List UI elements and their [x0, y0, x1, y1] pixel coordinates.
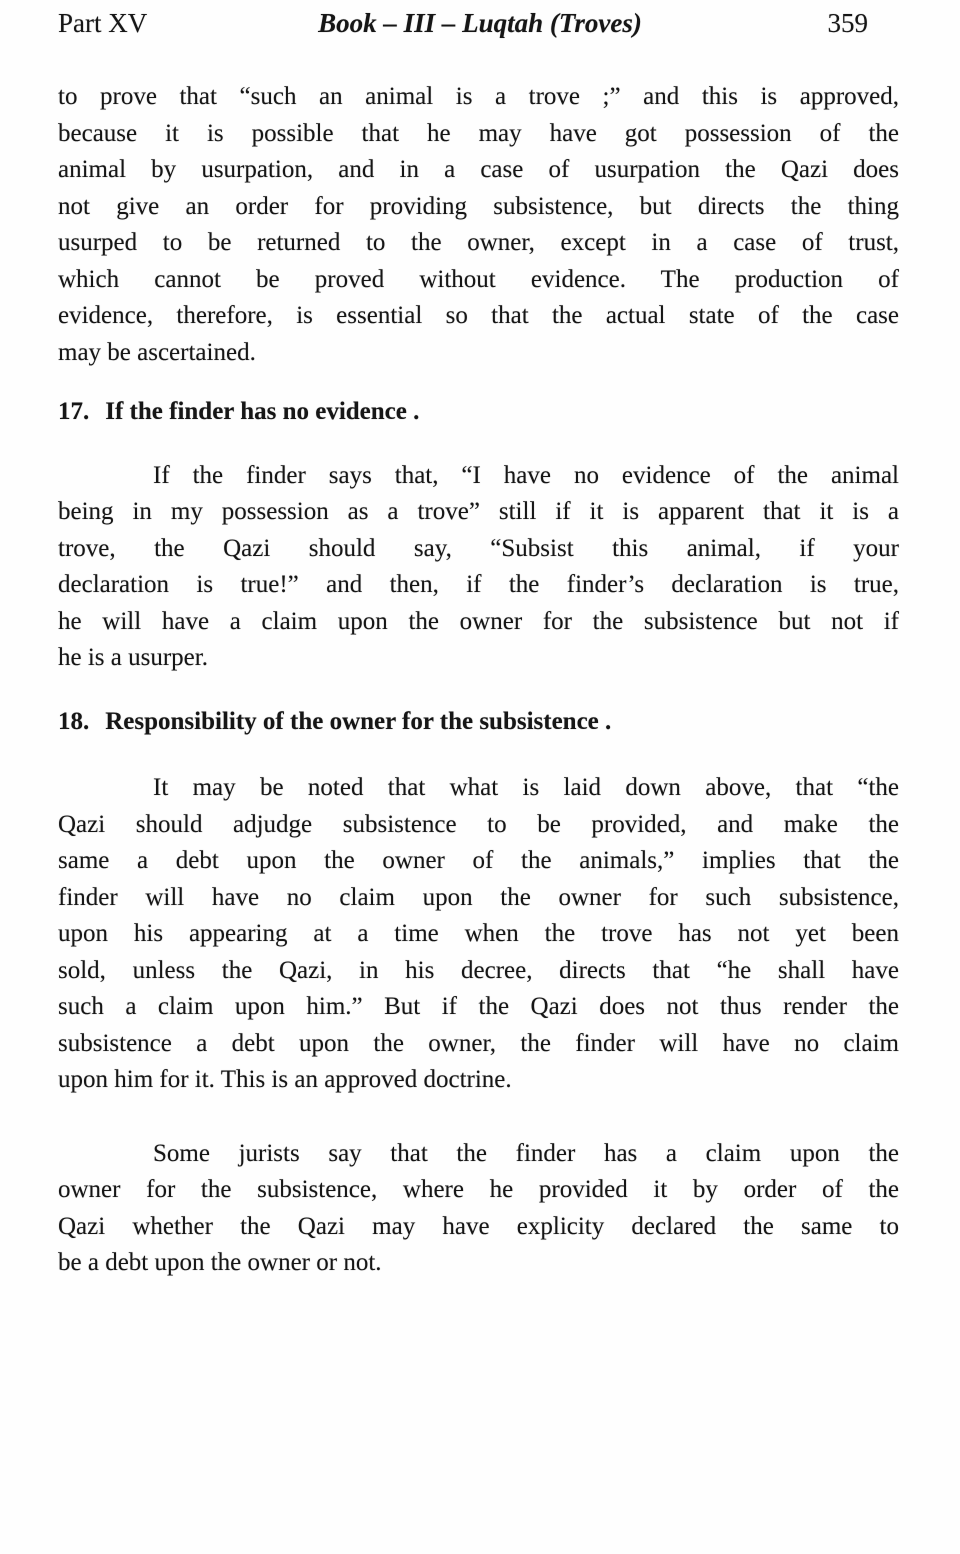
text-line: same a debt upon the owner of the animals,” implies that the [58, 847, 899, 874]
text-line: declaration is true!” and then, if the finder’s declaration is true, [58, 571, 899, 598]
section-title: If the finder has no evidence . [105, 398, 420, 425]
paragraph-section-17 [58, 458, 899, 677]
section-heading-17 [58, 394, 899, 431]
text-line: If the finder says that, “I have no evidence of the animal [153, 461, 899, 489]
page-number: 359 [827, 8, 868, 38]
text-line: evidence, therefore, is essential so that the actual state of the case [58, 302, 899, 329]
page-body [58, 79, 899, 1282]
text-line: Some jurists say that the finder has a claim upon the [153, 1139, 899, 1167]
text-line: trove, the Qazi should say, “Subsist this animal, if your [58, 534, 899, 562]
text-line: may be ascertained. [58, 338, 256, 366]
text-line: Qazi should adjudge subsistence to be provided, and make the [58, 810, 899, 838]
text-line: owner for the subsistence, where he provided it by order of the [58, 1176, 899, 1203]
text-line: he is a usurper. [58, 644, 208, 671]
text-line: subsistence a debt upon the owner, the finder will have no claim [58, 1029, 899, 1057]
text-line: upon him for it. This is an approved doctrine. [58, 1066, 512, 1093]
paragraph-continuation [58, 79, 899, 371]
text-line: because it is possible that he may have got possession of the [58, 119, 899, 147]
section-number: 17. [58, 398, 90, 425]
section-number: 18. [58, 707, 90, 735]
text-line: being in my possession as a trove” still if it is apparent that it is a [58, 498, 899, 525]
section-heading-18 [58, 704, 899, 741]
text-line: animal by usurpation, and in a case of usurpation the Qazi does [58, 156, 899, 183]
text-line: which cannot be proved without evidence. The production of [58, 265, 899, 293]
text-line: sold, unless the Qazi, in his decree, directs that “he shall have [58, 956, 899, 984]
section-title: Responsibility of the owner for the subsistence . [105, 707, 612, 735]
text-line: finder will have no claim upon the owner for such subsistence, [58, 883, 899, 911]
part-label: Part XV [58, 8, 148, 38]
page-header [0, 6, 960, 42]
book-title: Book – III – Luqtah (Troves) [318, 8, 642, 38]
text-line: usurped to be returned to the owner, except in a case of trust, [58, 229, 899, 256]
paragraph-section-18 [58, 770, 899, 1099]
text-line: Qazi whether the Qazi may have explicity declared the same to [58, 1212, 899, 1240]
text-line: upon his appearing at a time when the trove has not yet been [58, 920, 899, 947]
text-line: be a debt upon the owner or not. [58, 1249, 382, 1276]
paragraph-jurists-view [58, 1136, 899, 1282]
text-line: to prove that “such an animal is a trove ;” and this is approved, [58, 83, 899, 110]
text-line: not give an order for providing subsistence, but directs the thing [58, 192, 899, 220]
text-line: he will have a claim upon the owner for the subsistence but not if [58, 607, 899, 635]
text-line: such a claim upon him.” But if the Qazi does not thus render the [58, 993, 899, 1020]
text-line: It may be noted that what is laid down above, that “the [153, 774, 899, 801]
